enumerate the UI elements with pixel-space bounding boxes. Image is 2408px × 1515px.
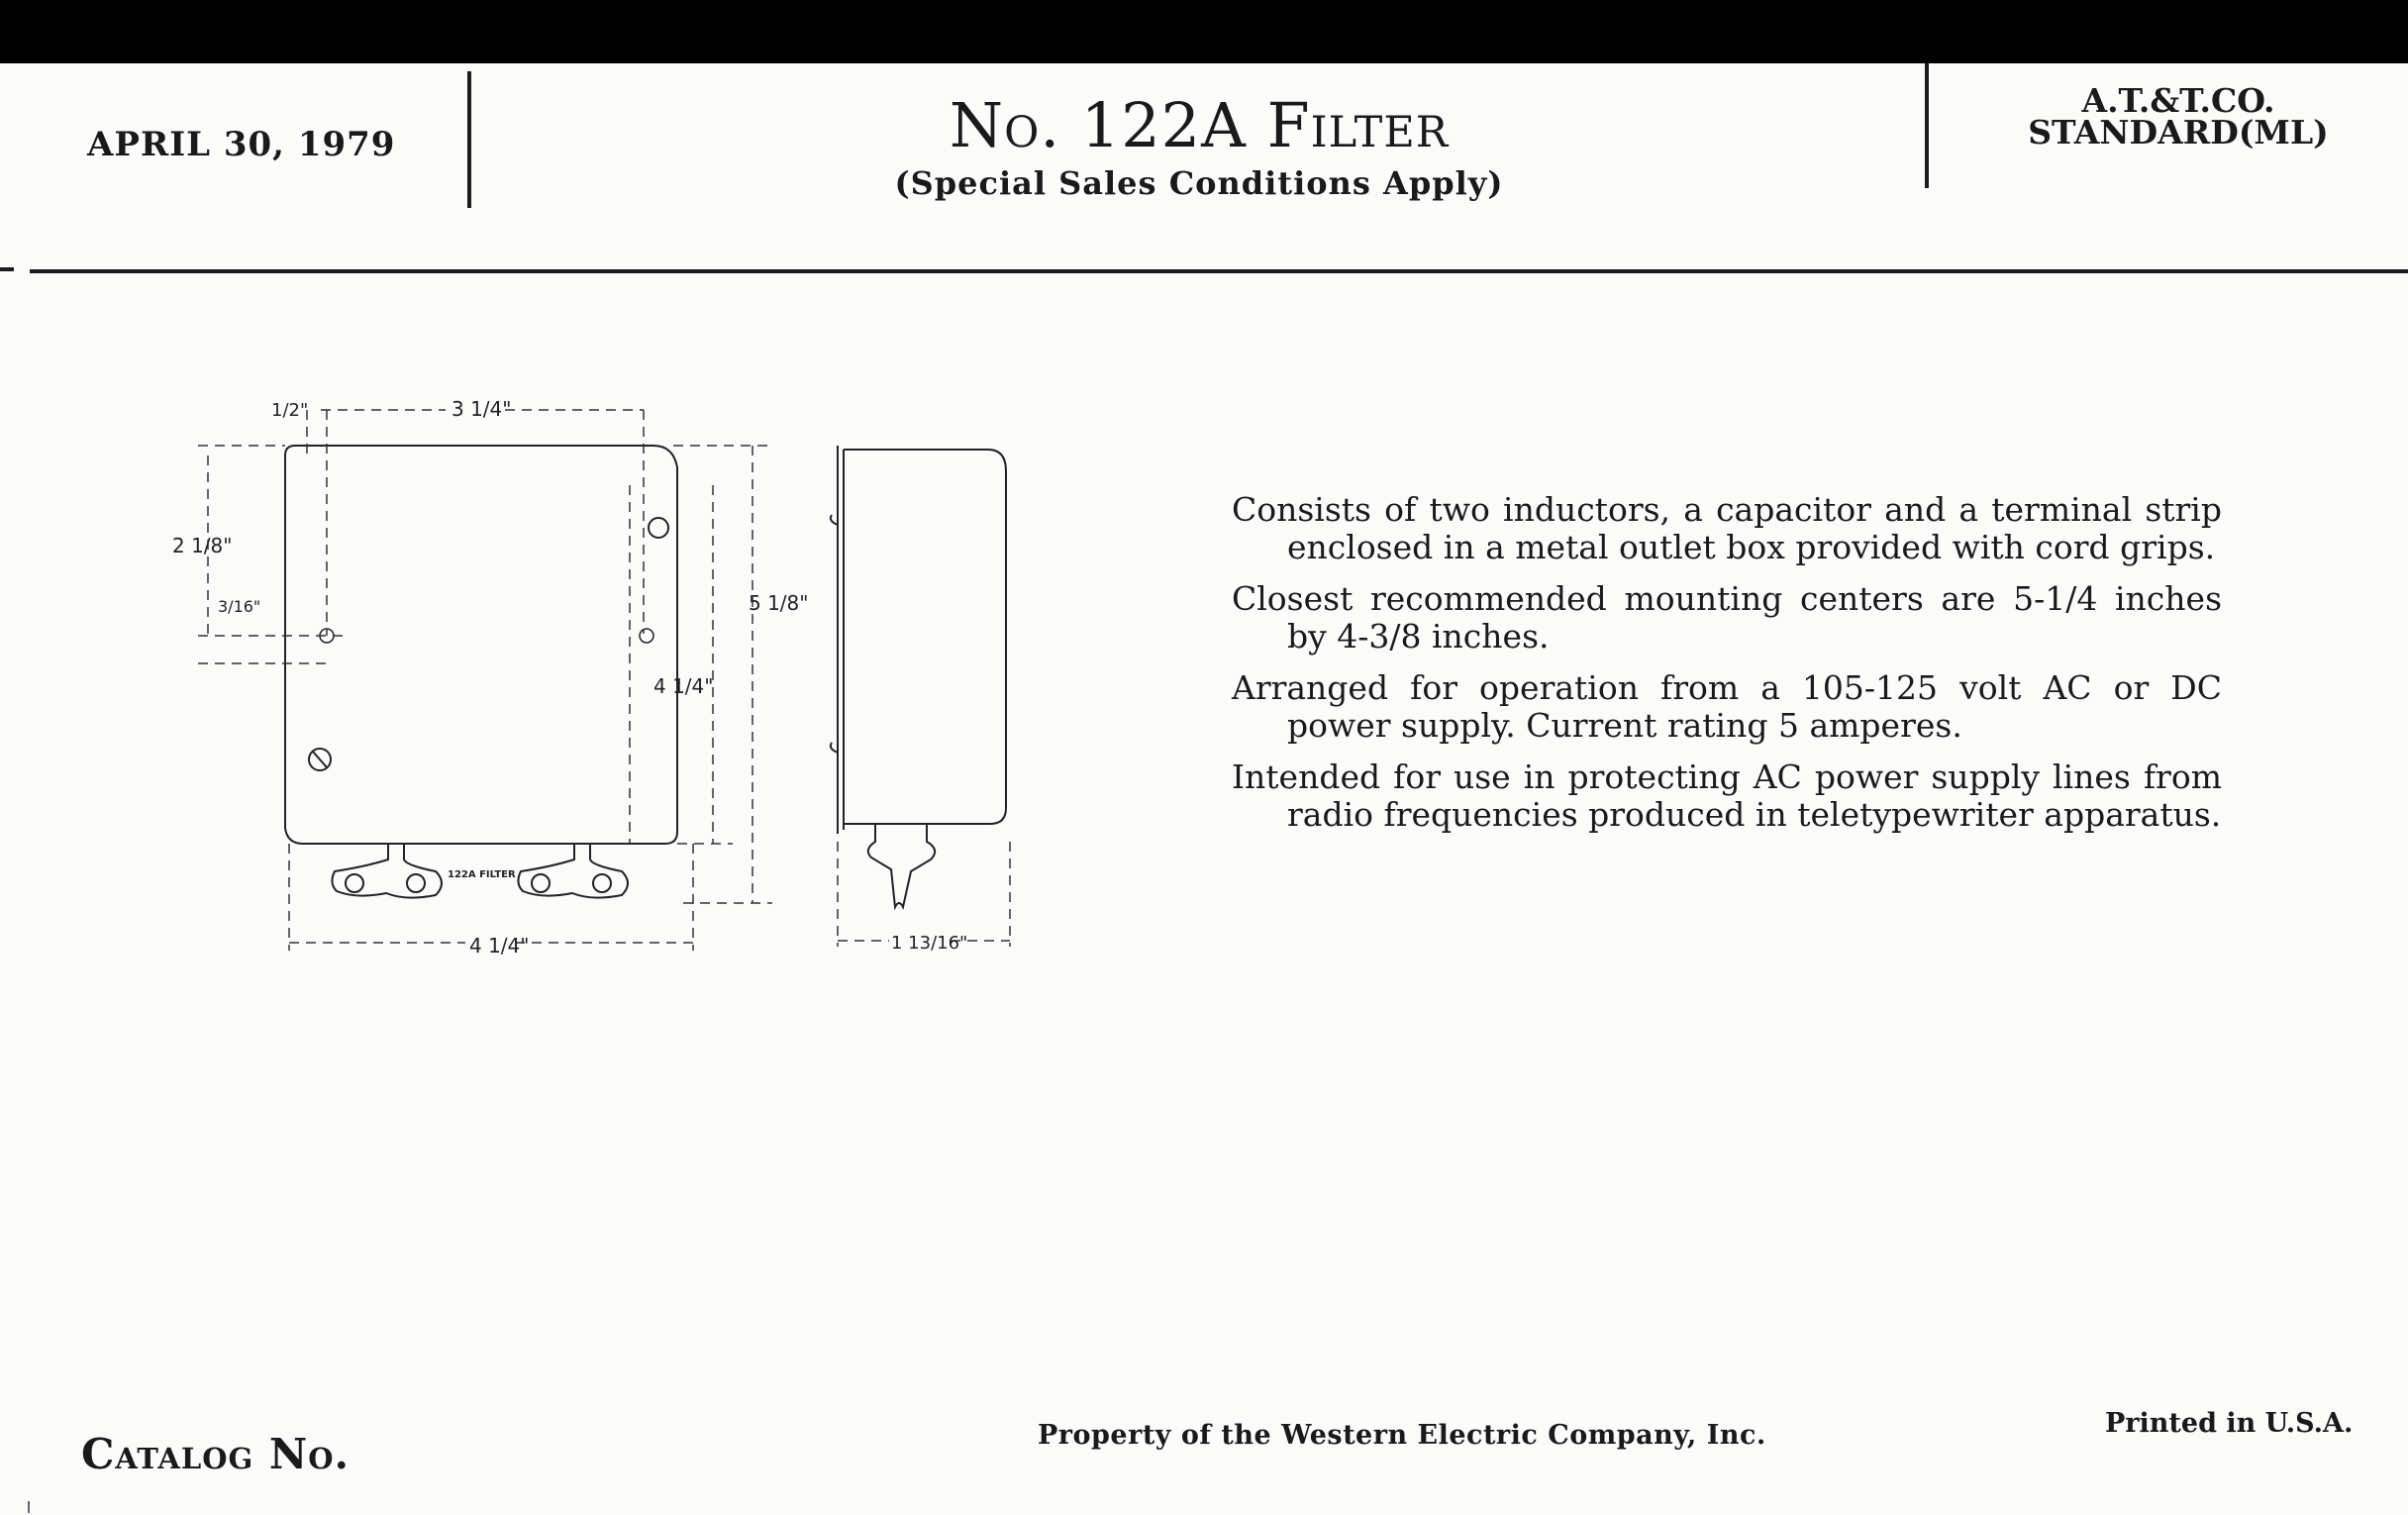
page-title: No. 122A Filter bbox=[949, 89, 1450, 161]
header-tick-mark bbox=[0, 267, 14, 271]
dim-width-top: 3 1/4" bbox=[452, 397, 512, 421]
description-paragraph: Arranged for operation from a 105-125 volt AC or DC power supply. Current rating 5 amperes. bbox=[1232, 668, 2222, 745]
property-notice: Property of the Western Electric Company, Inc. bbox=[1038, 1420, 1766, 1451]
cord-grip-screw bbox=[649, 518, 668, 538]
dim-half: 1/2" bbox=[271, 400, 309, 421]
side-box-outline bbox=[844, 450, 1006, 824]
standard-block bbox=[1960, 81, 2396, 152]
label-plate: 122A FILTER bbox=[448, 869, 516, 880]
description-paragraph: Intended for use in protecting AC power supply lines from radio frequencies produced in teletypewriter apparatus. bbox=[1232, 758, 2222, 834]
mount-hole-right bbox=[640, 629, 653, 643]
dim-three-sixteenth: 3/16" bbox=[218, 597, 261, 616]
catalog-number-label: Catalog No. bbox=[81, 1430, 351, 1478]
printed-in-notice: Printed in U.S.A. bbox=[2105, 1408, 2354, 1439]
standard-line-1: A.T.&T.CO. bbox=[2081, 81, 2275, 120]
filter-drawing bbox=[158, 376, 1050, 990]
dim-five-eighth: 5 1/8" bbox=[749, 591, 809, 615]
front-box-outline bbox=[285, 446, 677, 844]
dim-side-depth: 1 13/16" bbox=[891, 933, 968, 954]
edge-mark bbox=[28, 1501, 30, 1513]
description-block bbox=[1232, 491, 2222, 848]
dim-four-quarter-side: 4 1/4" bbox=[653, 674, 714, 698]
description-paragraph: Closest recommended mounting centers are 5-1/4 inches by 4-3/8 inches. bbox=[1232, 579, 2222, 656]
header-rule bbox=[30, 269, 2408, 273]
description-paragraph: Consists of two inductors, a capacitor and a terminal strip enclosed in a metal outlet box provided with cord grips. bbox=[1232, 490, 2222, 566]
issue-date: APRIL 30, 1979 bbox=[87, 125, 396, 164]
standard-line-2: STANDARD(ML) bbox=[2028, 113, 2329, 152]
dim-two-eighth: 2 1/8" bbox=[172, 534, 233, 557]
side-terminal bbox=[868, 824, 935, 907]
dim-bottom-width: 4 1/4" bbox=[469, 934, 530, 958]
page-subtitle: (Special Sales Conditions Apply) bbox=[894, 164, 1504, 202]
